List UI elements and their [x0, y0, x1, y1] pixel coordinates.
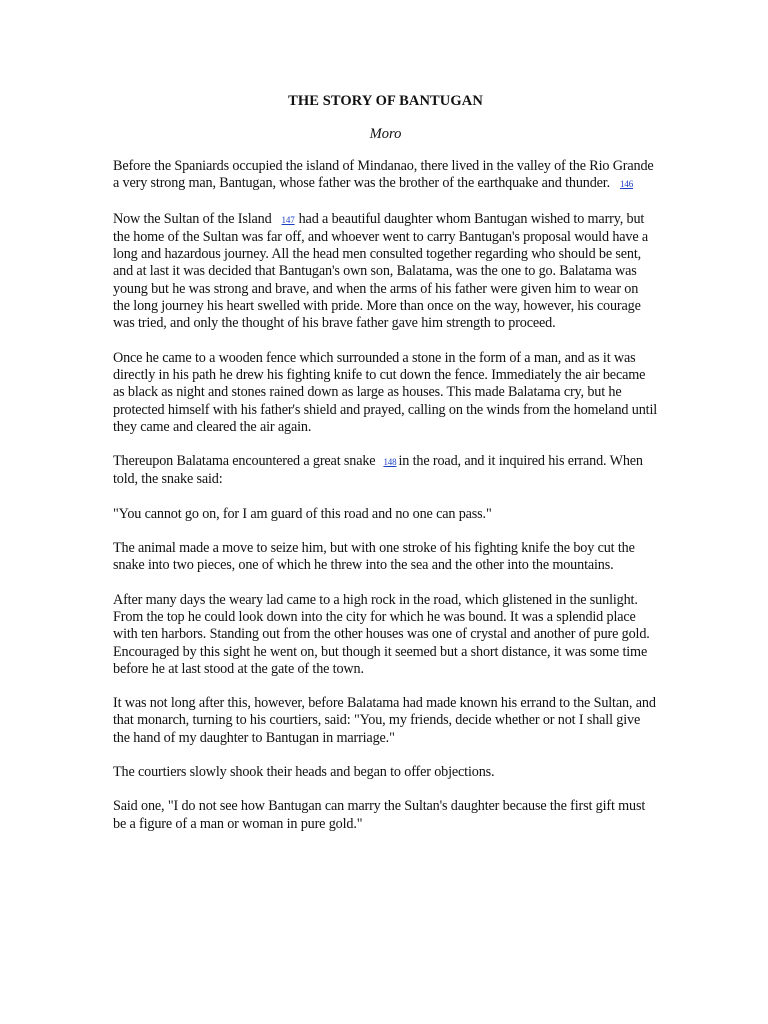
footnote-link-148[interactable]: 148 [383, 457, 397, 468]
paragraph-text: Thereupon Balatama encountered a great snake [113, 453, 376, 470]
paragraph-text: Now the Sultan of the Island [113, 210, 272, 227]
document-page [113, 91, 658, 850]
paragraph-text: Before the Spaniards occupied the island of Mindanao, there lived in the valley of the Rio Grande a very strong man, Bantugan, whose father was the brother of the earthquake and thunder. [113, 158, 654, 192]
paragraph-10: Said one, "I do not see how Bantugan can marry the Sultan's daughter because the first gift must be a figure of a man or woman in pure gold." [113, 798, 646, 832]
paragraph-1 [113, 158, 658, 194]
paragraph-7: After many days the weary lad came to a high rock in the road, which glistened in the sunlight. From the top he could look down into the city for which he was bound. It was a splendid place with ten harbors. Standing out from the other houses was one of crystal and another of pure gold. Encouraged by this sight he went on, but though it seemed but a short distance, it was some time before he at last stood at the gate of the town. [113, 591, 650, 677]
story-title: THE STORY OF BANTUGAN [288, 93, 483, 109]
footnote-link-146[interactable]: 146 [620, 179, 634, 190]
paragraph-8: It was not long after this, however, before Balatama had made known his errand to the Sultan, and that monarch, turning to his courtiers, said: "You, my friends, decide whether or not I shall give the hand of my daughter to Bantugan in marriage." [113, 695, 656, 746]
paragraph-6: The animal made a move to seize him, but with one stroke of his fighting knife the boy cut the snake into two pieces, one of which he threw into the sea and the other into the mountains. [113, 540, 635, 574]
paragraph-text: in the road, and it inquired his errand. When told, the snake said: [113, 453, 643, 488]
story-subtitle: Moro [369, 126, 402, 142]
paragraph-text: had a beautiful daughter whom Bantugan wished to marry, but the home of the Sultan was far off, and whoever went to carry Bantugan's proposal would have a long and hazardous journey. All the head men consulted together regarding who should be sent, and at last it was decided that Bantugan's own son, Balatama, was the one to go. Balatama was young but he was strong and brave, and when the arms of his father were given him to wear on the long journey his heart swelled with pride. More than once on the way, however, his courage was tried, and only the thought of his brave father gave him strength to proceed. [113, 210, 649, 332]
paragraph-2 [113, 211, 658, 333]
paragraph-3: Once he came to a wooden fence which surrounded a stone in the form of a man, and as it was directly in his path he drew his fighting knife to cut down the fence. Immediately the air became as black as night and stones rained down as large as houses. This made Balatama cry, but he protected himself with his father's shield and prayed, calling on the winds from the homeland until they came and cleared the air again. [113, 349, 658, 435]
paragraph-5: "You cannot go on, for I am guard of this road and no one can pass." [113, 505, 492, 522]
paragraph-9: The courtiers slowly shook their heads and began to offer objections. [113, 764, 495, 781]
footnote-link-147[interactable]: 147 [281, 214, 295, 225]
paragraph-4 [113, 453, 658, 489]
